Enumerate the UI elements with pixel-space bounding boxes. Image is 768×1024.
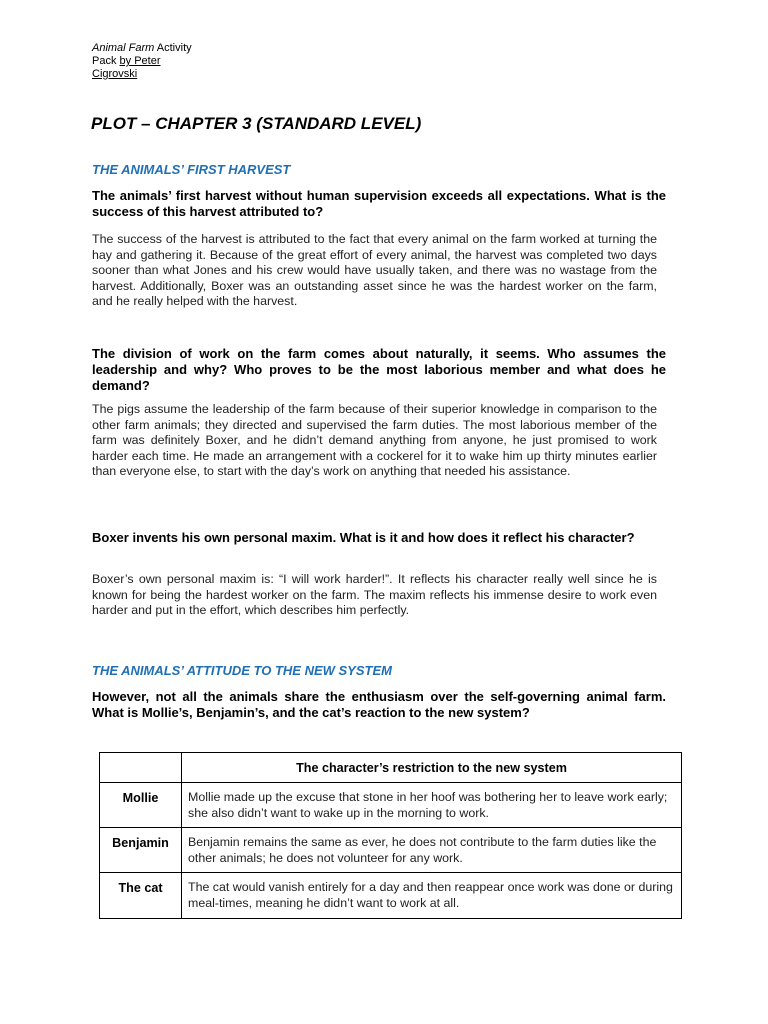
question-boxer-maxim: Boxer invents his own personal maxim. What is it and how does it reflect his character?	[92, 530, 635, 545]
table-row-text: Mollie made up the excuse that stone in her hoof was bothering her to leave work early; she also didn’t want to wake up in the morning to work.	[182, 783, 682, 828]
table-row-name: Mollie	[100, 783, 182, 828]
answer-harvest-success: The success of the harvest is attributed to the fact that every animal on the farm worked at turning the hay and gathering it. Because of the great effort of every animal, the harvest was completed two days sooner than what Jones and his crew would have usually taken, and there was no wastage from the harvest. Additionally, Boxer was an outstanding asset since he was the hardest worker on the farm, and he really helped with the harvest.	[92, 232, 657, 309]
header-author-1: by Peter	[119, 55, 161, 67]
table-row-text: Benjamin remains the same as ever, he does not contribute to the farm duties like the other animals; he does not volunteer for any work.	[182, 828, 682, 873]
table-row	[100, 828, 682, 873]
table-row-name: Benjamin	[100, 828, 182, 873]
answer-division-of-work: The pigs assume the leadership of the farm because of their superior knowledge in comparison to the other farm animals; they directed and supervised the farm duties. The most laborious member of the farm was definitely Boxer, and he didn’t demand anything from anyone, he just promised to work harder each time. He made an arrangement with a cockerel for it to wake him up thirty minutes earlier than everyone else, to start with the day’s work on anything that needed his assistance.	[92, 402, 657, 479]
answer-boxer-maxim: Boxer’s own personal maxim is: “I will work harder!”. It reflects his character really well since he is known for being the hardest worker on the farm. The maxim reflects his immense desire to work even harder and put in the effort, which describes him perfectly.	[92, 572, 657, 618]
section-heading-attitude: THE ANIMALS’ ATTITUDE TO THE NEW SYSTEM	[92, 663, 392, 678]
table-row	[100, 783, 682, 828]
table-row-name: The cat	[100, 873, 182, 918]
document-header	[92, 42, 192, 81]
question-animals-reaction: However, not all the animals share the enthusiasm over the self-governing animal farm. What is Mollie’s, Benjamin’s, and the cat’s reaction to the new system?	[92, 689, 666, 720]
header-author-2: Cigrovski	[92, 68, 138, 80]
page-title: PLOT – CHAPTER 3 (STANDARD LEVEL)	[91, 114, 422, 133]
header-book-title: Animal Farm	[92, 42, 155, 54]
header-line-1	[92, 42, 192, 55]
table-header-empty	[100, 753, 182, 783]
header-line-2	[92, 55, 192, 68]
restriction-table	[99, 752, 682, 919]
table-row	[100, 873, 682, 918]
table-header-row	[100, 753, 682, 783]
question-division-of-work: The division of work on the farm comes about naturally, it seems. Who assumes the leadership and why? Who proves to be the most laborious member and what does he demand?	[92, 346, 666, 393]
table-header-cell: The character’s restriction to the new system	[182, 753, 682, 783]
table-row-text: The cat would vanish entirely for a day and then reappear once work was done or during meal-times, meaning he didn’t want to work at all.	[182, 873, 682, 918]
section-heading-first-harvest: THE ANIMALS’ FIRST HARVEST	[92, 162, 291, 177]
header-line-3	[92, 68, 192, 81]
question-harvest-success: The animals’ first harvest without human supervision exceeds all expectations. What is the success of this harvest attributed to?	[92, 188, 666, 219]
header-pack: Pack	[92, 55, 120, 67]
header-activity: Activity	[154, 42, 192, 54]
